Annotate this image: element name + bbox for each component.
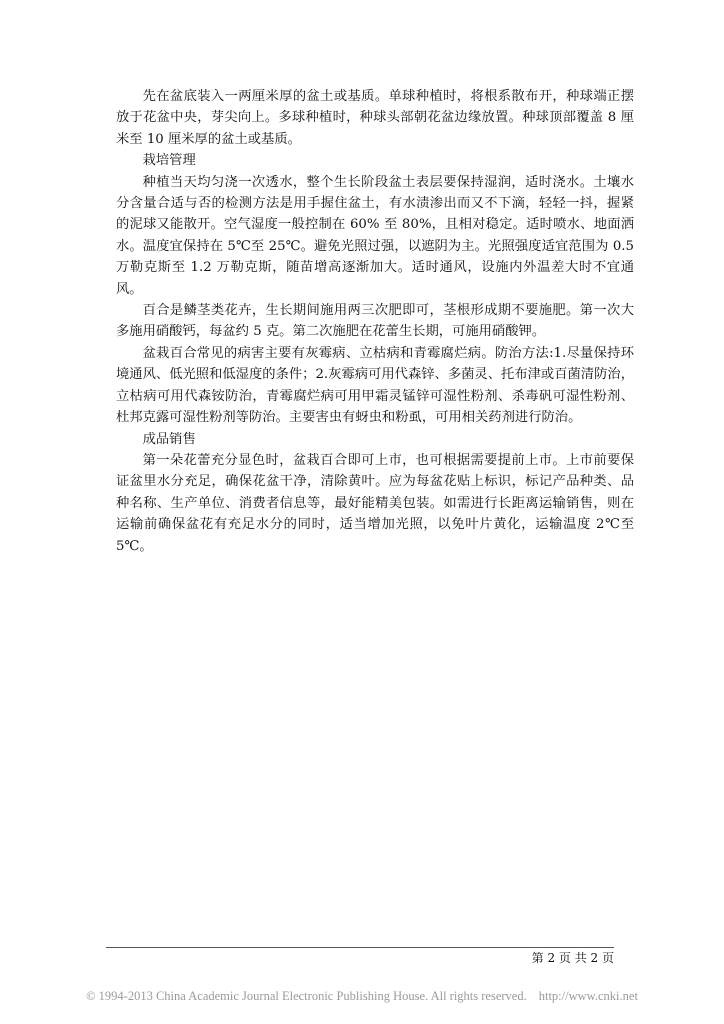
copyright-watermark — [0, 988, 724, 1004]
page-number: 第 2 页 共 2 页 — [531, 951, 614, 965]
copyright-text: © 1994-2013 China Academic Journal Electronic Publishing House. All rights reserved. — [86, 989, 527, 1003]
article-body — [116, 86, 634, 557]
paragraph-fertilizing: 百合是鳞茎类花卉，生长期间施用两三次肥即可，茎根形成期不要施肥。第一次大多施用硝酸钙，每盆约 5 克。第二次施肥在花蕾生长期，可施用硝酸钾。 — [116, 303, 634, 340]
cnki-url: http://www.cnki.net — [538, 989, 638, 1003]
section-heading-cultivation: 栽培管理 — [142, 153, 196, 169]
paragraph-watering: 种植当天均匀浇一次透水，整个生长阶段盆土表层要保持湿润，适时浇水。土壤水分含量合适与否的检测方法是用手握住盆土，有水渍渗出而又不下滴，轻轻一抖，握紧的泥球又能散开。空气湿度一般控制在 60% 至 80%，且相对稳定。适时喷水、地面洒水。温度宜保持在 5℃至 25℃。避免光照过强，以遮阴为主。光照强度适宜范围为 0.5 万勒克斯至 1.2 万勒克斯，随苗增高逐渐加大。适时通风，设施内外温差大时不宜通风。 — [116, 174, 634, 297]
paragraph-planting-steps: 先在盆底装入一两厘米厚的盆土或基质。单球种植时，将根系散布开，种球端正摆放于花盆中央，芽尖向上。多球种植时，种球头部朝花盆边缘放置。种球顶部覆盖 8 厘米至 10 厘米厚的盆土或基质。 — [116, 89, 634, 147]
paragraph-disease-control: 盆栽百合常见的病害主要有灰霉病、立枯病和青霉腐烂病。防治方法:1.尽量保持环境通风、低光照和低湿度的条件；2.灰霉病可用代森锌、多菌灵、托布津或百菌清防治，立枯病可用代森铵防治，青霉腐烂病可用甲霜灵锰锌可湿性粉剂、杀毒矾可湿性粉剂、杜邦克露可湿性粉剂等防治。主要害虫有蚜虫和粉虱，可用相关药剂进行防治。 — [116, 345, 634, 426]
paragraph-sales: 第一朵花蕾充分显色时，盆栽百合即可上市，也可根据需要提前上市。上市前要保证盆里水分充足，确保花盆干净，清除黄叶。应为每盆花贴上标识，标记产品种类、品种名称、生产单位、消费者信息等，最好能精美包装。如需进行长距离运输销售，则在运输前确保盆花有充足水分的同时，适当增加光照，以免叶片黄化，运输温度 2℃至 5℃。 — [116, 452, 634, 554]
footer-divider — [106, 947, 614, 948]
section-heading-sales: 成品销售 — [142, 431, 196, 447]
